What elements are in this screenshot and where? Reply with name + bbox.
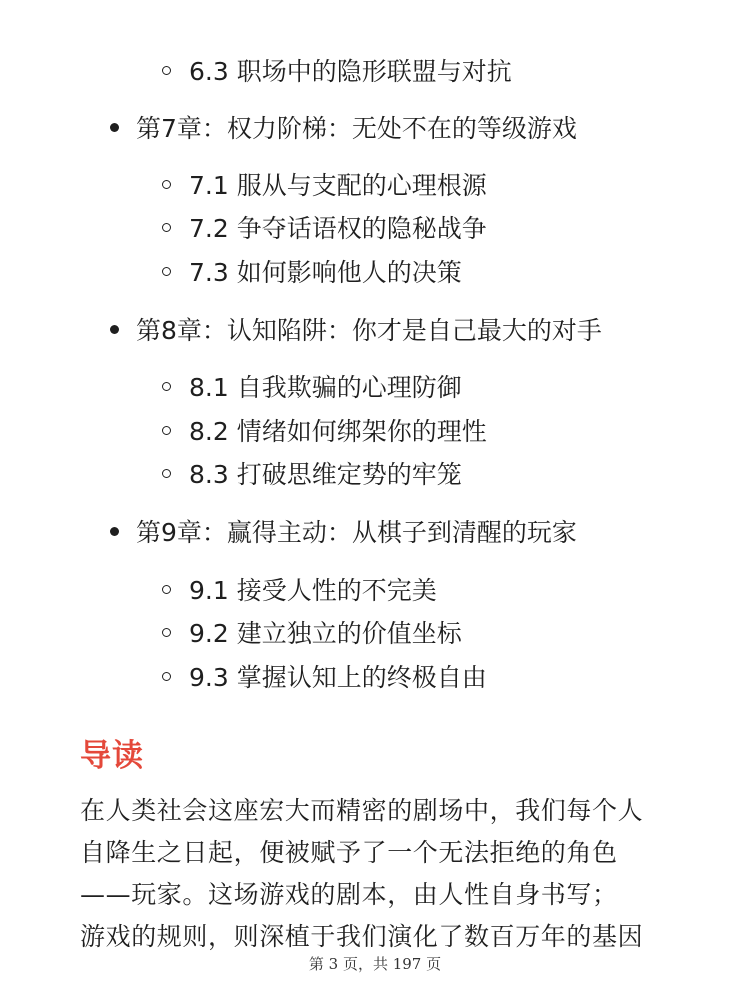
- toc-chapter-label: 第9章：赢得主动：从棋子到清醒的玩家: [136, 518, 577, 547]
- hollow-bullet-icon: [162, 426, 171, 435]
- toc-section-label: 8.3 打破思维定势的牢笼: [189, 460, 462, 489]
- paragraph-line: 在人类社会这座宏大而精密的剧场中，我们每个人: [80, 796, 644, 825]
- hollow-bullet-icon: [162, 180, 171, 189]
- toc-section-label: 7.1 服从与支配的心理根源: [189, 171, 487, 200]
- filled-bullet-icon: [110, 123, 119, 132]
- toc-section-label: 7.3 如何影响他人的决策: [189, 258, 462, 287]
- hollow-bullet-icon: [162, 223, 171, 232]
- toc-section-label: 6.3 职场中的隐形联盟与对抗: [189, 57, 512, 86]
- hollow-bullet-icon: [162, 382, 171, 391]
- toc-section-label: 8.2 情绪如何绑架你的理性: [189, 417, 487, 446]
- toc-chapter-9: [110, 513, 577, 549]
- toc-section-7-1: [162, 166, 487, 202]
- toc-section-9-1: [162, 571, 437, 607]
- toc-section-7-3: [162, 253, 462, 289]
- toc-section-8-3: [162, 455, 462, 491]
- toc-chapter-label: 第8章：认知陷阱：你才是自己最大的对手: [136, 316, 602, 345]
- hollow-bullet-icon: [162, 469, 171, 478]
- toc-section-label: 9.1 接受人性的不完美: [189, 576, 437, 605]
- hollow-bullet-icon: [162, 66, 171, 75]
- paragraph-line: 自降生之日起，便被赋予了一个无法拒绝的角色: [80, 838, 618, 867]
- toc-section-label: 7.2 争夺话语权的隐秘战争: [189, 214, 487, 243]
- toc-section-8-1: [162, 368, 462, 404]
- toc-section-6-3: [162, 52, 512, 88]
- hollow-bullet-icon: [162, 267, 171, 276]
- toc-section-label: 8.1 自我欺骗的心理防御: [189, 373, 462, 402]
- toc-section-9-2: [162, 614, 462, 650]
- page-number-footer: 第 3 页，共 197 页: [308, 955, 442, 973]
- toc-section-9-3: [162, 658, 487, 694]
- hollow-bullet-icon: [162, 585, 171, 594]
- paragraph-line: ——玩家。这场游戏的剧本，由人性自身书写；: [80, 880, 618, 909]
- toc-chapter-label: 第7章：权力阶梯：无处不在的等级游戏: [136, 114, 577, 143]
- toc-section-7-2: [162, 209, 487, 245]
- toc-section-label: 9.3 掌握认知上的终极自由: [189, 663, 487, 692]
- hollow-bullet-icon: [162, 672, 171, 681]
- hollow-bullet-icon: [162, 628, 171, 637]
- paragraph-line: 游戏的规则，则深植于我们演化了数百万年的基因: [80, 922, 644, 951]
- filled-bullet-icon: [110, 325, 119, 334]
- toc-chapter-8: [110, 311, 602, 347]
- toc-section-label: 9.2 建立独立的价值坐标: [189, 619, 462, 648]
- toc-chapter-7: [110, 109, 577, 145]
- filled-bullet-icon: [110, 527, 119, 536]
- section-heading: 导读: [80, 738, 144, 774]
- toc-section-8-2: [162, 412, 487, 448]
